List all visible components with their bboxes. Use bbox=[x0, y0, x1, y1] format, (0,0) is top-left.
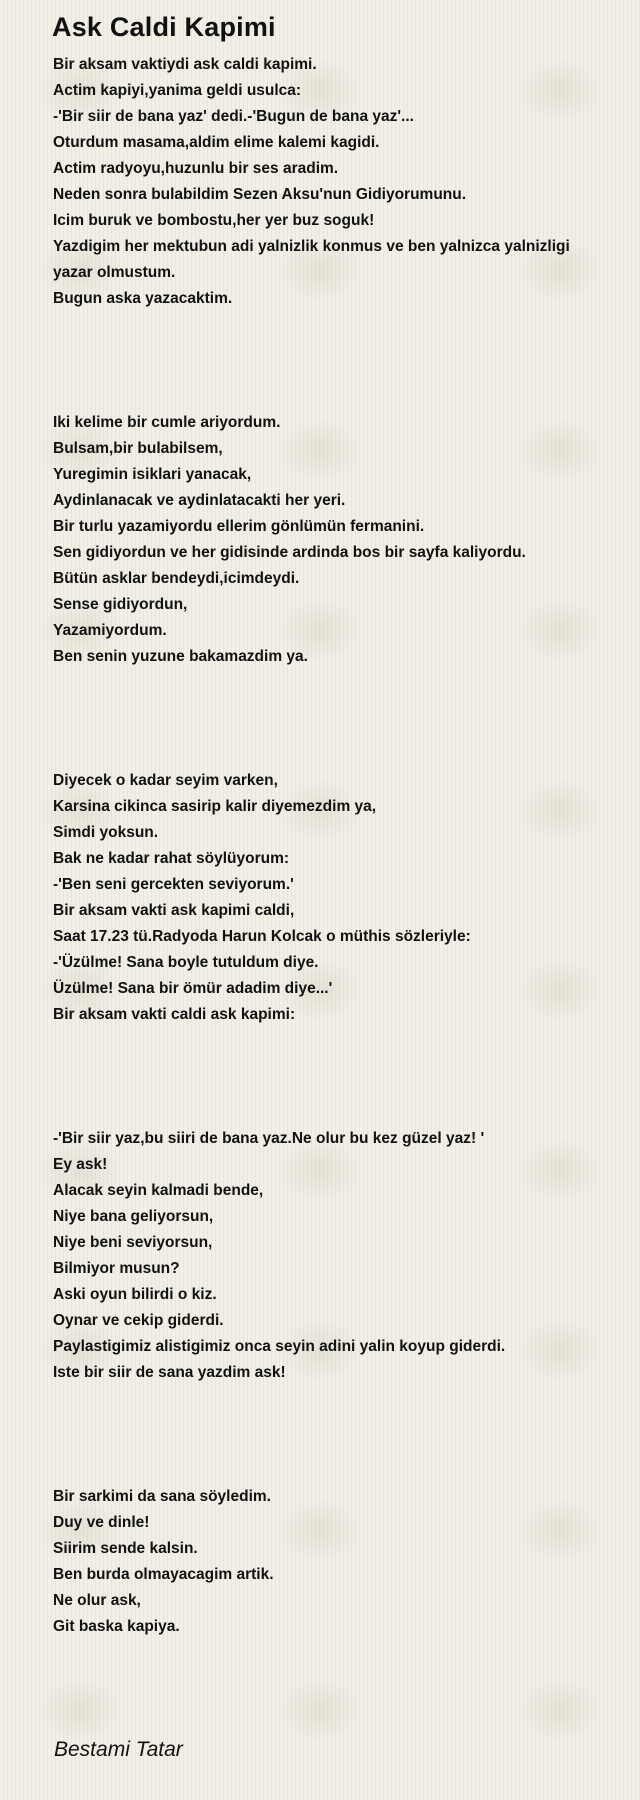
poem-line: Yazamiyordum. bbox=[53, 622, 167, 639]
stanza-1 bbox=[53, 52, 613, 312]
stanza-5 bbox=[53, 1484, 613, 1640]
poem-line: Bir aksam vakti ask kapimi caldi, bbox=[53, 902, 295, 919]
stanza-3 bbox=[53, 768, 613, 1028]
poem-author: Bestami Tatar bbox=[54, 1738, 183, 1761]
poem-line: Saat 17.23 tü.Radyoda Harun Kolcak o müthis sözleriyle: bbox=[53, 928, 471, 945]
stanza-2 bbox=[53, 410, 613, 670]
poem-line: Ben senin yuzune bakamazdim ya. bbox=[53, 648, 308, 665]
poem-line: Bir aksam vakti caldi ask kapimi: bbox=[53, 1006, 296, 1023]
poem-line: Duy ve dinle! bbox=[53, 1514, 150, 1531]
poem-line: -'Bir siir yaz,bu siiri de bana yaz.Ne olur bu kez güzel yaz! ' bbox=[53, 1130, 485, 1147]
poem-line: Bütün asklar bendeydi,icimdeydi. bbox=[53, 570, 300, 587]
poem-line: Sense gidiyordun, bbox=[53, 596, 188, 613]
poem-line: Sen gidiyordun ve her gidisinde ardinda bos bir sayfa kaliyordu. bbox=[53, 544, 526, 561]
poem-line: -'Bir siir de bana yaz' dedi.-'Bugun de bana yaz'... bbox=[53, 108, 414, 125]
poem-line: Siirim sende kalsin. bbox=[53, 1540, 198, 1557]
poem-line: Aydinlanacak ve aydinlatacakti her yeri. bbox=[53, 492, 346, 509]
poem-line: Üzülme! Sana bir ömür adadim diye...' bbox=[53, 980, 333, 997]
poem-title: Ask Caldi Kapimi bbox=[52, 12, 276, 42]
poem-line: Ne olur ask, bbox=[53, 1592, 141, 1609]
poem-line: -'Ben seni gercekten seviyorum.' bbox=[53, 876, 294, 893]
poem-line: Bulsam,bir bulabilsem, bbox=[53, 440, 223, 457]
poem-line: Actim radyoyu,huzunlu bir ses aradim. bbox=[53, 160, 339, 177]
poem-line: Bir aksam vaktiydi ask caldi kapimi. bbox=[53, 56, 317, 73]
poem-line: Alacak seyin kalmadi bende, bbox=[53, 1182, 264, 1199]
poem-line: Actim kapiyi,yanima geldi usulca: bbox=[53, 82, 302, 99]
stanza-4 bbox=[53, 1126, 613, 1386]
poem-line: Oturdum masama,aldim elime kalemi kagidi. bbox=[53, 134, 380, 151]
poem-line: Niye bana geliyorsun, bbox=[53, 1208, 214, 1225]
poem-line: Ey ask! bbox=[53, 1156, 108, 1173]
poem-line: Diyecek o kadar seyim varken, bbox=[53, 772, 278, 789]
poem-line: Git baska kapiya. bbox=[53, 1618, 180, 1635]
poem-line: Bir sarkimi da sana söyledim. bbox=[53, 1488, 271, 1505]
poem-line: Bak ne kadar rahat söylüyorum: bbox=[53, 850, 290, 867]
poem-line: Bir turlu yazamiyordu ellerim gönlümün fermanini. bbox=[53, 518, 425, 535]
poem-line: Ben burda olmayacagim artik. bbox=[53, 1566, 274, 1583]
poem-body bbox=[53, 52, 613, 1738]
poem-line: Bugun aska yazacaktim. bbox=[53, 290, 233, 307]
poem-line: Karsina cikinca sasirip kalir diyemezdim ya, bbox=[53, 798, 377, 815]
poem-line: Iste bir siir de sana yazdim ask! bbox=[53, 1364, 286, 1381]
poem-line: Neden sonra bulabildim Sezen Aksu'nun Gidiyorumunu. bbox=[53, 186, 467, 203]
poem-line: -'Üzülme! Sana boyle tutuldum diye. bbox=[53, 954, 319, 971]
poem-line: Bilmiyor musun? bbox=[53, 1260, 180, 1277]
poem-line: Oynar ve cekip giderdi. bbox=[53, 1312, 224, 1329]
poem-line: Yuregimin isiklari yanacak, bbox=[53, 466, 252, 483]
poem-line: Icim buruk ve bombostu,her yer buz soguk! bbox=[53, 212, 375, 229]
poem-line: Iki kelime bir cumle ariyordum. bbox=[53, 414, 281, 431]
poem-line: Paylastigimiz alistigimiz onca seyin adini yalin koyup giderdi. bbox=[53, 1338, 506, 1355]
poem-line: Simdi yoksun. bbox=[53, 824, 159, 841]
poem-line: Niye beni seviyorsun, bbox=[53, 1234, 213, 1251]
poem-line: Yazdigim her mektubun adi yalnizlik konmus ve ben yalnizca yalnizligi yazar olmustum. bbox=[53, 238, 570, 281]
poem-line: Aski oyun bilirdi o kiz. bbox=[53, 1286, 217, 1303]
